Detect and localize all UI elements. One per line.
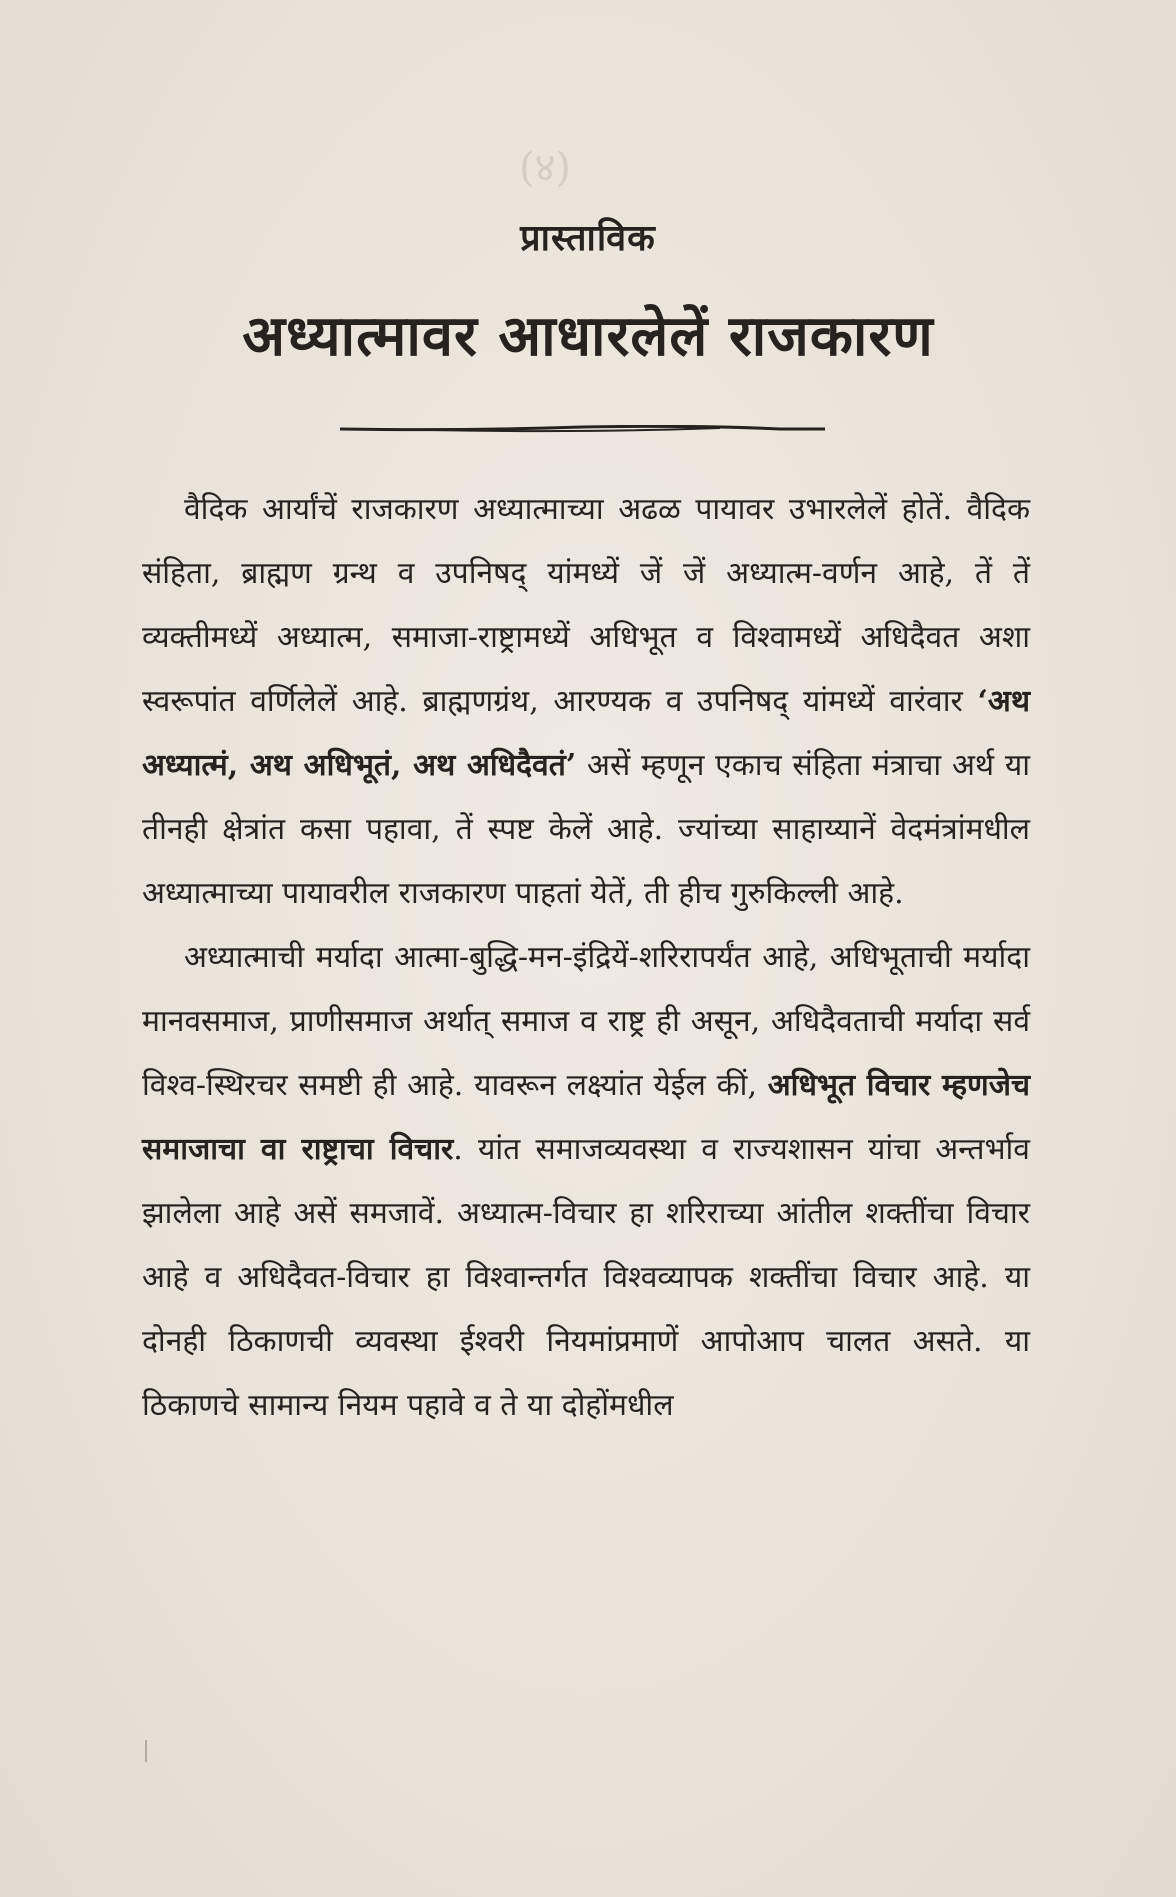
paragraph-1 (142, 478, 1030, 926)
paragraph-2-emphasis: अधिभूत विचार म्हणजेच समाजाचा वा राष्ट्राचा विचार (142, 1068, 1030, 1167)
paragraph-2-text-a: अध्यात्माची मर्यादा आत्मा-बुद्धि-मन-इंद्रियें-शरिरापर्यंत आहे, अधिभूताची मर्यादा मानवसमाज, प्राणीसमाज अर्थात् समाज व राष्ट्र ही असून, अधिदैवताची मर्यादा सर्व विश्व-स्थिरचर समष्टी ही आहे. यावरून लक्ष्यांत येईल कीं, (142, 940, 1030, 1103)
paragraph-1-quote: ‘अथ अध्यात्मं, अथ अधिभूतं, अथ अधिदैवतं’ (142, 684, 1030, 783)
section-kicker: प्रास्ताविक (520, 217, 656, 259)
paragraph-2-text-b: . यांत समाजव्यवस्था व राज्यशासन यांचा अन्तर्भाव झालेला आहे असें समजावें. अध्यात्म-विचार हा शरिराच्या आंतील शक्तींचा विचार आहे व अधिदैवत-विचार हा विश्वान्तर्गत विश्वव्यापक शक्तींचा विचार आहे. या दोनही ठिकाणची व्यवस्था ईश्वरी नियमांप्रमाणें आपोआप चालत असते. या ठिकाणचे सामान्य नियम पहावे व ते या दोहोंमधील (142, 1132, 1030, 1423)
body-text (142, 478, 1030, 1438)
bleed-through-page-number: (४) (518, 145, 571, 191)
margin-mark (145, 1740, 147, 1762)
paragraph-1-text-b: असें म्हणून एकाच संहिता मंत्राचा अर्थ या तीनही क्षेत्रांत कसा पहावा, तें स्पष्ट केलें आहे. ज्यांच्या साहाय्यानें वेदमंत्रांमधील अध्यात्माच्या पायावरील राजकारण पाहतां येतें, ती हीच गुरुकिल्ली आहे. (142, 748, 1030, 911)
chapter-title: अध्यात्मावर आधारलेलें राजकारण (242, 303, 934, 369)
paragraph-2 (142, 926, 1030, 1438)
title-divider-rule (340, 425, 825, 433)
paragraph-1-text-a: वैदिक आर्यांचें राजकारण अध्यात्माच्या अढळ पायावर उभारलेलें होतें. वैदिक संहिता, ब्राह्मण ग्रन्थ व उपनिषद् यांमध्यें जें जें अध्यात्म-वर्णन आहे, तें तें व्यक्तीमध्यें अध्यात्म, समाजा-राष्ट्रामध्यें अधिभूत व विश्वामध्यें अधिदैवत अशा स्वरूपांत वर्णिलेलें आहे. ब्राह्मणग्रंथ, आरण्यक व उपनिषद् यांमध्यें वारंवार (142, 492, 1030, 719)
